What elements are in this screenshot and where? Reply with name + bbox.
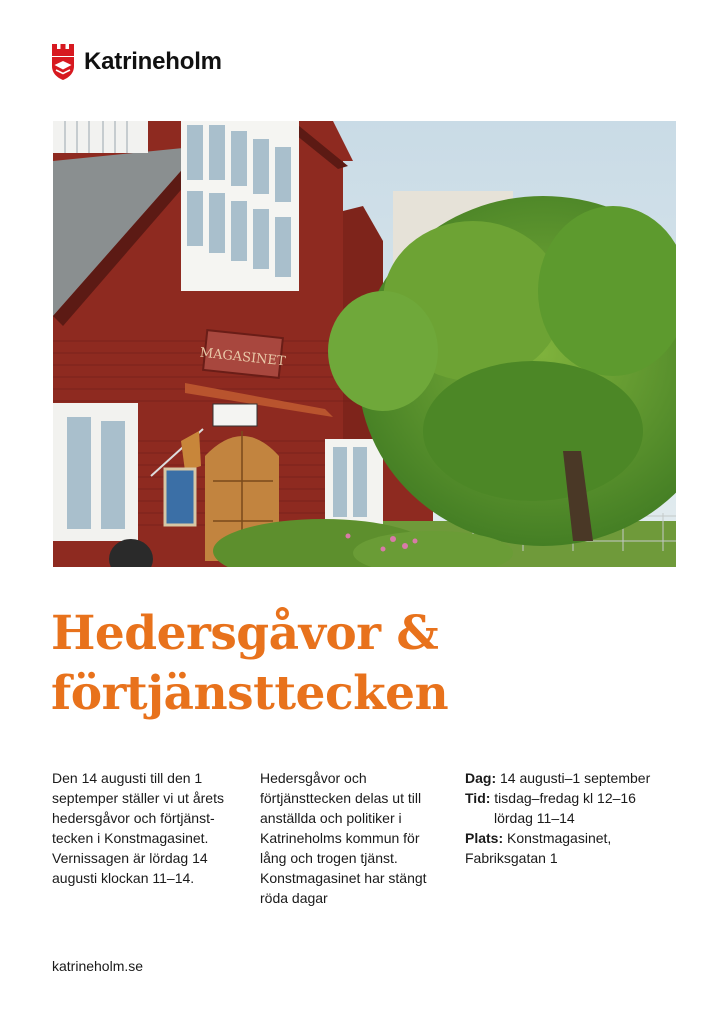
headline-line-1: Hedersgåvor &	[51, 606, 439, 661]
intro-column	[52, 768, 237, 888]
day-label: Dag:	[465, 770, 497, 786]
about-column	[260, 768, 445, 908]
details-column	[465, 768, 680, 868]
intro-text: Den 14 augusti till den 1 septemper ställer vi ut årets hedersgåvor och förtjänst-tecken i Konstmagasinet. Vernissagen är lördag 14 augusti klockan 11–14.	[52, 770, 224, 886]
time-value: tisdag–fredag kl 12–16	[494, 790, 636, 806]
logo-text: Katrineholm	[84, 48, 222, 75]
katrineholm-crest-icon	[52, 44, 74, 80]
time-line-2: lördag 11–14	[494, 810, 575, 826]
magasinet-sign: MAGASINET	[199, 345, 287, 370]
brand-logo	[52, 44, 222, 80]
time-label: Tid:	[465, 790, 491, 806]
day-value: 14 augusti–1 september	[500, 770, 651, 786]
about-text: Hedersgåvor och förtjänsttecken delas ut till anställda och politiker i Katrineholms kommun för lång och trogen tjänst. Konstmagasinet har stängt röda dagar	[260, 770, 427, 906]
place-label: Plats:	[465, 830, 504, 846]
headline	[51, 604, 691, 724]
hero-photo	[53, 121, 676, 567]
place-line-2: Fabriksgatan 1	[465, 850, 558, 866]
time-line	[465, 788, 680, 808]
place-line	[465, 828, 680, 848]
headline-line-2: förtjänsttecken	[51, 666, 449, 721]
website-link[interactable]: katrineholm.se	[52, 958, 144, 974]
day-line	[465, 768, 680, 788]
place-value: Konstmagasinet,	[507, 830, 612, 846]
